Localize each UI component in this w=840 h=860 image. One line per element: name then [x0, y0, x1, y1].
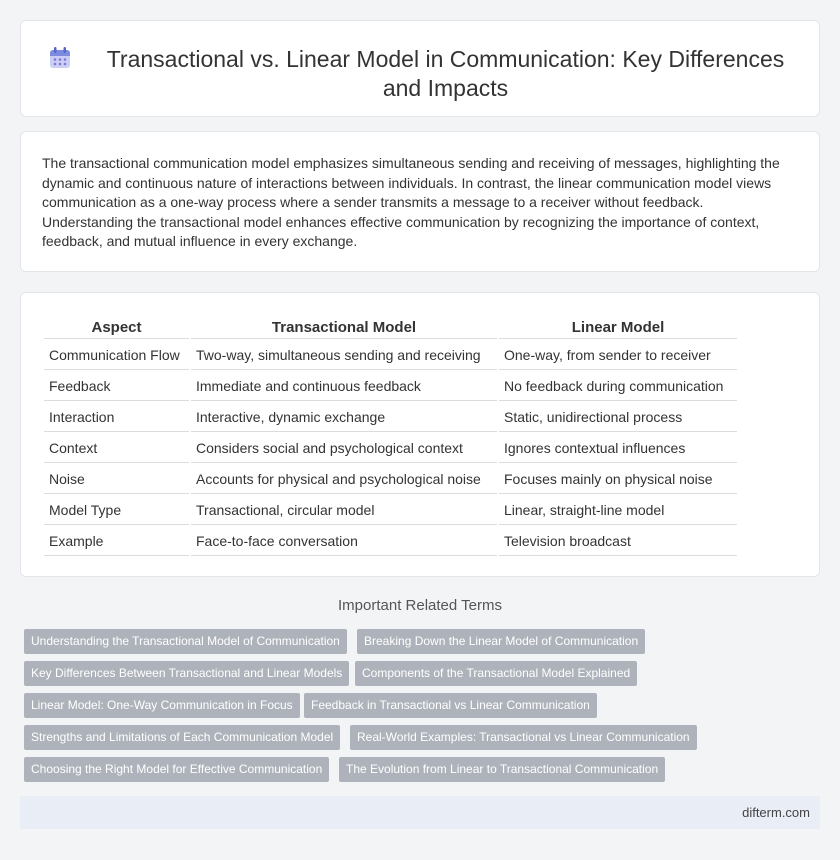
table-cell: No feedback during communication	[499, 372, 737, 401]
table-cell: Context	[44, 434, 189, 463]
table-cell: Example	[44, 527, 189, 556]
related-term-link[interactable]: Understanding the Transactional Model of Communication	[24, 629, 347, 654]
table-cell: Focuses mainly on physical noise	[499, 465, 737, 494]
table-row	[44, 372, 737, 401]
table-cell: Ignores contextual influences	[499, 434, 737, 463]
related-term-link[interactable]: Choosing the Right Model for Effective Communication	[24, 757, 329, 782]
table-row	[44, 527, 737, 556]
footer	[20, 796, 820, 829]
related-terms-heading: Important Related Terms	[338, 597, 502, 614]
table-cell: Two-way, simultaneous sending and receiving	[191, 341, 497, 370]
related-term-link[interactable]: Strengths and Limitations of Each Communication Model	[24, 725, 340, 750]
calendar-icon	[48, 46, 72, 70]
related-term-link[interactable]: Components of the Transactional Model Explained	[355, 661, 637, 686]
table-cell: Noise	[44, 465, 189, 494]
table-cell: Linear, straight-line model	[499, 496, 737, 525]
table-row	[44, 496, 737, 525]
table-cell: Face-to-face conversation	[191, 527, 497, 556]
table-cell: Television broadcast	[499, 527, 737, 556]
related-term-link[interactable]: Feedback in Transactional vs Linear Communication	[304, 693, 597, 718]
table-row	[44, 465, 737, 494]
related-term-link[interactable]: Real-World Examples: Transactional vs Linear Communication	[350, 725, 697, 750]
related-term-link[interactable]: Key Differences Between Transactional and Linear Models	[24, 661, 349, 686]
header-aspect: Aspect	[44, 318, 189, 339]
table-row	[44, 341, 737, 370]
intro-card	[20, 131, 820, 272]
table-header-row	[44, 318, 737, 339]
table-cell: Immediate and continuous feedback	[191, 372, 497, 401]
table-cell: Interaction	[44, 403, 189, 432]
header-linear: Linear Model	[499, 318, 737, 339]
footer-site-link[interactable]: difterm.com	[742, 805, 810, 820]
related-term-link[interactable]: Linear Model: One-Way Communication in Focus	[24, 693, 300, 718]
related-term-link[interactable]: Breaking Down the Linear Model of Communication	[357, 629, 645, 654]
table-cell: Transactional, circular model	[191, 496, 497, 525]
table-cell: One-way, from sender to receiver	[499, 341, 737, 370]
table-cell: Model Type	[44, 496, 189, 525]
table-cell: Communication Flow	[44, 341, 189, 370]
table-cell: Considers social and psychological context	[191, 434, 497, 463]
header-card	[20, 20, 820, 117]
header-transactional: Transactional Model	[191, 318, 497, 339]
related-term-link[interactable]: The Evolution from Linear to Transactional Communication	[339, 757, 665, 782]
table-row	[44, 403, 737, 432]
table-cell: Interactive, dynamic exchange	[191, 403, 497, 432]
table-cell: Accounts for physical and psychological noise	[191, 465, 497, 494]
comparison-table	[42, 316, 739, 558]
comparison-card	[20, 292, 820, 577]
table-row	[44, 434, 737, 463]
table-cell: Static, unidirectional process	[499, 403, 737, 432]
page-title: Transactional vs. Linear Model in Communication: Key Differences and Impacts	[106, 46, 785, 101]
intro-paragraph: The transactional communication model emphasizes simultaneous sending and receiving of messages, highlighting the dynamic and continuous nature of interactions between individuals. In contrast, the linear communication model views communication as a one-way process where a sender transmits a message to a receiver without feedback. Understanding the transactional model enhances effective communication by recognizing the importance of context, feedback, and mutual influence in every exchange.	[42, 155, 780, 250]
table-cell: Feedback	[44, 372, 189, 401]
